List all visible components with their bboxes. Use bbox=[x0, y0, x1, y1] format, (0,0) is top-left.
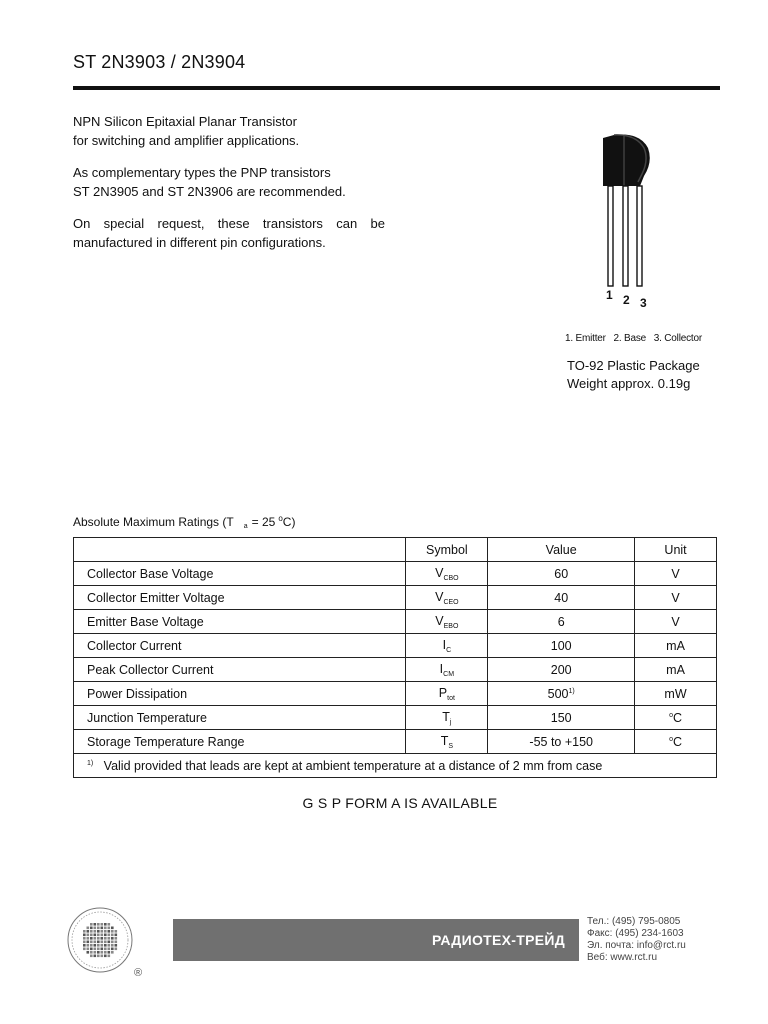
header-value: Value bbox=[488, 538, 635, 562]
row-parameter: Peak Collector Current bbox=[74, 658, 406, 682]
table-row bbox=[74, 634, 717, 658]
table-row bbox=[74, 610, 717, 634]
footnote-row bbox=[74, 754, 717, 778]
row-symbol: $I_C$ bbox=[406, 634, 488, 658]
description-complementary bbox=[73, 163, 385, 201]
row-unit: $^o$C bbox=[635, 730, 717, 754]
package-name: TO-92 Plastic Package bbox=[567, 358, 700, 373]
row-value: -55 to +150 bbox=[488, 730, 635, 754]
package-weight: Weight approx. 0.19g bbox=[567, 376, 691, 391]
title-rule bbox=[73, 86, 720, 90]
row-value: 6 bbox=[488, 610, 635, 634]
ratings-body bbox=[74, 562, 717, 754]
row-unit: V bbox=[635, 610, 717, 634]
table-row bbox=[74, 730, 717, 754]
pin-legend: 1. Emitter 2. Base 3. Collector bbox=[565, 333, 702, 344]
row-value: 100 bbox=[488, 634, 635, 658]
contact-info bbox=[587, 916, 686, 964]
row-unit: mA bbox=[635, 634, 717, 658]
footnote-mark: 1) bbox=[87, 759, 94, 767]
row-parameter: Collector Emitter Voltage bbox=[74, 586, 406, 610]
row-unit: V bbox=[635, 586, 717, 610]
row-parameter: Junction Temperature bbox=[74, 706, 406, 730]
table-row bbox=[74, 658, 717, 682]
row-value: 200 bbox=[488, 658, 635, 682]
table-row bbox=[74, 586, 717, 610]
contact-phone: Тел.: (495) 795-0805 bbox=[587, 916, 681, 927]
row-parameter: Collector Current bbox=[74, 634, 406, 658]
contact-web[interactable]: Веб: www.rct.ru bbox=[587, 952, 658, 963]
page-title: ST 2N3903 / 2N3904 bbox=[73, 52, 246, 72]
contact-fax: Факс: (495) 234-1603 bbox=[587, 928, 684, 939]
row-symbol: $P_{tot}$ bbox=[406, 682, 488, 706]
row-value: 150 bbox=[488, 706, 635, 730]
row-symbol: $V_{CBO}$ bbox=[406, 562, 488, 586]
company-bar bbox=[173, 919, 579, 961]
row-symbol: $V_{CEO}$ bbox=[406, 586, 488, 610]
row-symbol: $I_{CM}$ bbox=[406, 658, 488, 682]
row-parameter: Power Dissipation bbox=[74, 682, 406, 706]
table-row bbox=[74, 706, 717, 730]
row-unit: mW bbox=[635, 682, 717, 706]
row-unit: mA bbox=[635, 658, 717, 682]
row-value: 60 bbox=[488, 562, 635, 586]
row-symbol: $T_S$ bbox=[406, 730, 488, 754]
company-logo-icon bbox=[66, 906, 134, 974]
package-info bbox=[567, 357, 700, 393]
pin-number-3: 3 bbox=[640, 296, 647, 310]
company-name: РАДИОТЕХ-ТРЕЙД bbox=[431, 932, 565, 948]
header-parameter bbox=[74, 538, 406, 562]
contact-email[interactable]: Эл. почта: info@rct.ru bbox=[587, 940, 686, 951]
table-header-row bbox=[74, 538, 717, 562]
row-symbol: $T_j$ bbox=[406, 706, 488, 730]
gsp-notice: G S P FORM A IS AVAILABLE bbox=[302, 795, 498, 811]
pin-number-1: 1 bbox=[606, 288, 613, 302]
table-row bbox=[74, 682, 717, 706]
header-symbol: Symbol bbox=[406, 538, 488, 562]
description-special-request: On special request, these transistors can be manufactured in different pin configurations. bbox=[73, 216, 385, 250]
registered-mark: ® bbox=[134, 967, 143, 979]
intro-line-1: NPN Silicon Epitaxial Planar Transistor bbox=[73, 114, 297, 129]
ratings-table bbox=[73, 537, 717, 778]
intro-line-2: for switching and amplifier applications. bbox=[73, 133, 300, 148]
row-unit: $^o$C bbox=[635, 706, 717, 730]
ratings-title: Absolute Maximum Ratings (T $_a$ = 25 $^o$C) bbox=[73, 514, 296, 530]
row-value: 40 bbox=[488, 586, 635, 610]
pin-number-2: 2 bbox=[623, 293, 630, 307]
row-parameter: Collector Base Voltage bbox=[74, 562, 406, 586]
row-parameter: Storage Temperature Range bbox=[74, 730, 406, 754]
row-unit: V bbox=[635, 562, 717, 586]
table-row bbox=[74, 562, 717, 586]
to92-package-drawing bbox=[592, 126, 662, 296]
footnote-cell bbox=[74, 754, 717, 778]
description-intro bbox=[73, 112, 385, 150]
complementary-line-1: As complementary types the PNP transistors bbox=[73, 165, 331, 180]
header-unit: Unit bbox=[635, 538, 717, 562]
complementary-line-2: ST 2N3905 and ST 2N3906 are recommended. bbox=[73, 184, 346, 199]
footnote-text: Valid provided that leads are kept at ambient temperature at a distance of 2 mm from case bbox=[103, 758, 603, 773]
row-parameter: Emitter Base Voltage bbox=[74, 610, 406, 634]
row-symbol: $V_{EBO}$ bbox=[406, 610, 488, 634]
row-value: 500$^{1)}$ bbox=[488, 682, 635, 706]
